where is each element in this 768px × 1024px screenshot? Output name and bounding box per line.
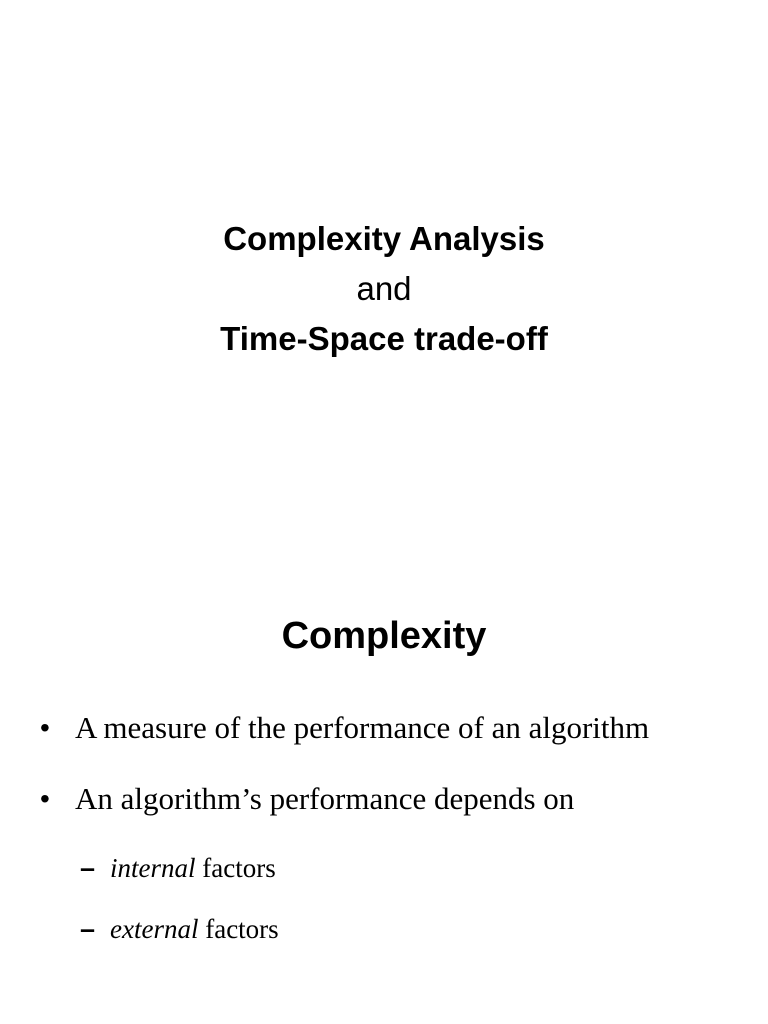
sub-item (40, 911, 649, 947)
sub-item-text: factors (195, 853, 276, 883)
title-line-1: Complexity Analysis (223, 220, 545, 257)
sub-item (40, 850, 649, 886)
bullet-text: An algorithm’s performance depends on (75, 781, 575, 816)
dash-icon: – (80, 914, 96, 944)
sub-item-text: factors (198, 914, 279, 944)
bullet-item (40, 708, 649, 748)
dash-icon: – (80, 853, 96, 883)
sub-item-emphasis: external (110, 914, 199, 944)
title-block (0, 214, 768, 364)
bullet-list (40, 708, 649, 972)
bullet-icon: • (40, 783, 50, 814)
title-line-2: and (356, 270, 412, 307)
bullet-icon: • (40, 712, 50, 743)
complexity-slide (0, 512, 768, 1024)
title-line-3: Time-Space trade-off (220, 320, 548, 357)
bullet-item (40, 779, 649, 819)
bullet-text: A measure of the performance of an algorithm (75, 710, 650, 745)
slide-heading: Complexity (281, 615, 487, 657)
sub-item-emphasis: internal (110, 853, 196, 883)
